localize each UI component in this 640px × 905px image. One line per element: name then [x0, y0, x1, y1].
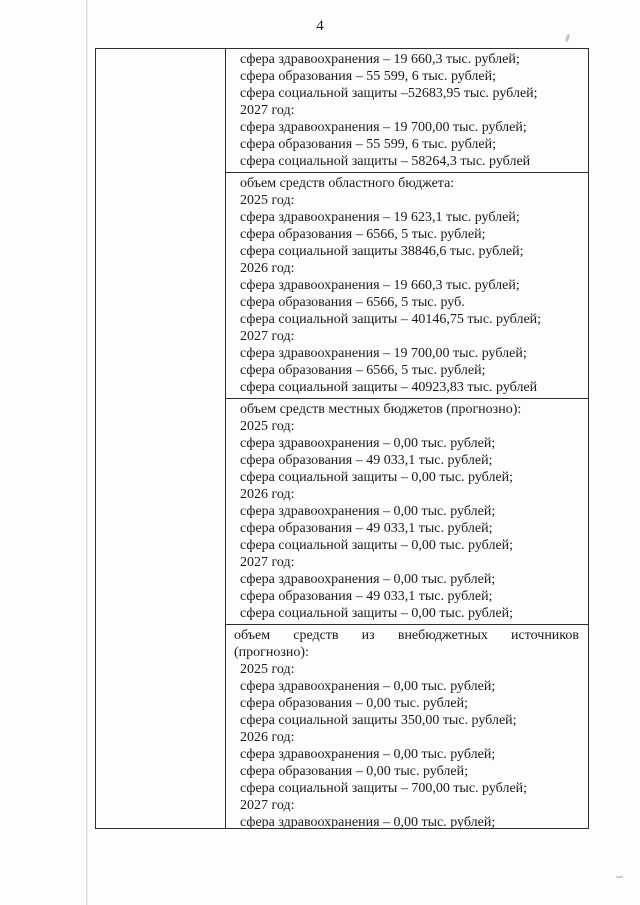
text-line: сфера здравоохранения – 0,00 тыс. рублей;	[240, 679, 496, 694]
text-line: сфера социальной защиты 350,00 тыс. рублей;	[240, 713, 517, 728]
text-line: сфера здравоохранения – 19 660,3 тыс. рублей;	[240, 278, 520, 293]
text-line: сфера здравоохранения – 0,00 тыс. рублей;	[240, 747, 496, 762]
text-line: сфера социальной защиты – 0,00 тыс. рублей;	[240, 470, 514, 485]
text-line: 2026 год:	[240, 261, 295, 276]
text-line: объем средств областного бюджета:	[240, 176, 455, 191]
text-line: сфера образования – 49 033,1 тыс. рублей;	[240, 521, 493, 536]
text-line: (прогнозно):	[234, 645, 309, 660]
text-line: сфера социальной защиты – 40923,83 тыс. рублей	[240, 380, 538, 395]
text-line: сфера социальной защиты – 40146,75 тыс. рублей;	[240, 312, 542, 327]
text-line: 2026 год:	[240, 487, 295, 502]
text-line: сфера социальной защиты – 0,00 тыс. рублей;	[240, 606, 514, 621]
scan-edge-artifact	[86, 0, 88, 905]
text-line: сфера образования – 55 599, 6 тыс. рублей;	[240, 69, 496, 84]
text-line: сфера здравоохранения – 19 700,00 тыс. рублей;	[240, 120, 527, 135]
text-line: сфера здравоохранения – 19 700,00 тыс. рублей;	[240, 346, 527, 361]
text-line: сфера социальной защиты – 58264,3 тыс. рублей	[240, 154, 531, 169]
text-line: сфера социальной защиты – 0,00 тыс. рублей;	[240, 538, 514, 553]
text-line: сфера образования – 49 033,1 тыс. рублей;	[240, 589, 493, 604]
text-line: 2027 год:	[240, 329, 295, 344]
text-line: 2025 год:	[240, 193, 295, 208]
text-line: объем средств местных бюджетов (прогнозно):	[240, 402, 522, 417]
text-line: объем средств из внебюджетных источников	[234, 628, 579, 643]
table-section-local-budgets	[226, 399, 588, 625]
text-line: сфера образования – 49 033,1 тыс. рублей;	[240, 453, 493, 468]
text-line: сфера образования – 55 599, 6 тыс. рублей;	[240, 137, 496, 152]
scan-mark-top-right	[565, 34, 570, 43]
text-line: 2027 год:	[240, 798, 295, 813]
table-right-column	[226, 49, 588, 828]
table-section-regional-budget	[226, 173, 588, 399]
text-line: сфера здравоохранения – 0,00 тыс. рублей;	[240, 504, 496, 519]
text-line: 2027 год:	[240, 103, 295, 118]
text-line: 2025 год:	[240, 419, 295, 434]
text-line: сфера социальной защиты –52683,95 тыс. рублей;	[240, 86, 538, 101]
table-section-extrabudgetary-sources	[226, 625, 588, 829]
text-line: сфера здравоохранения – 0,00 тыс. рублей;	[240, 572, 496, 587]
text-line: сфера здравоохранения – 0,00 тыс. рублей;	[240, 815, 496, 829]
text-line: сфера образования – 6566, 5 тыс. рублей;	[240, 363, 486, 378]
table-left-column-empty	[96, 49, 226, 828]
text-line: сфера образования – 0,00 тыс. рублей;	[240, 696, 468, 711]
budget-financing-table	[95, 48, 589, 829]
text-line: сфера здравоохранения – 0,00 тыс. рублей;	[240, 436, 496, 451]
page-number: 4	[316, 18, 324, 34]
text-line: сфера здравоохранения – 19 623,1 тыс. рублей;	[240, 210, 520, 225]
text-line: 2025 год:	[240, 662, 295, 677]
text-line: 2027 год:	[240, 555, 295, 570]
text-line: сфера здравоохранения – 19 660,3 тыс. рублей;	[240, 52, 520, 67]
table-section-consolidated-continued	[226, 49, 588, 173]
text-line: сфера социальной защиты – 700,00 тыс. рублей;	[240, 781, 528, 796]
text-line: сфера образования – 0,00 тыс. рублей;	[240, 764, 468, 779]
text-line: сфера социальной защиты 38846,6 тыс. рублей;	[240, 244, 524, 259]
scan-mark-bottom-right	[616, 876, 623, 878]
text-line: сфера образования – 6566, 5 тыс. руб.	[240, 295, 465, 310]
text-line: 2026 год:	[240, 730, 295, 745]
text-line: сфера образования – 6566, 5 тыс. рублей;	[240, 227, 486, 242]
